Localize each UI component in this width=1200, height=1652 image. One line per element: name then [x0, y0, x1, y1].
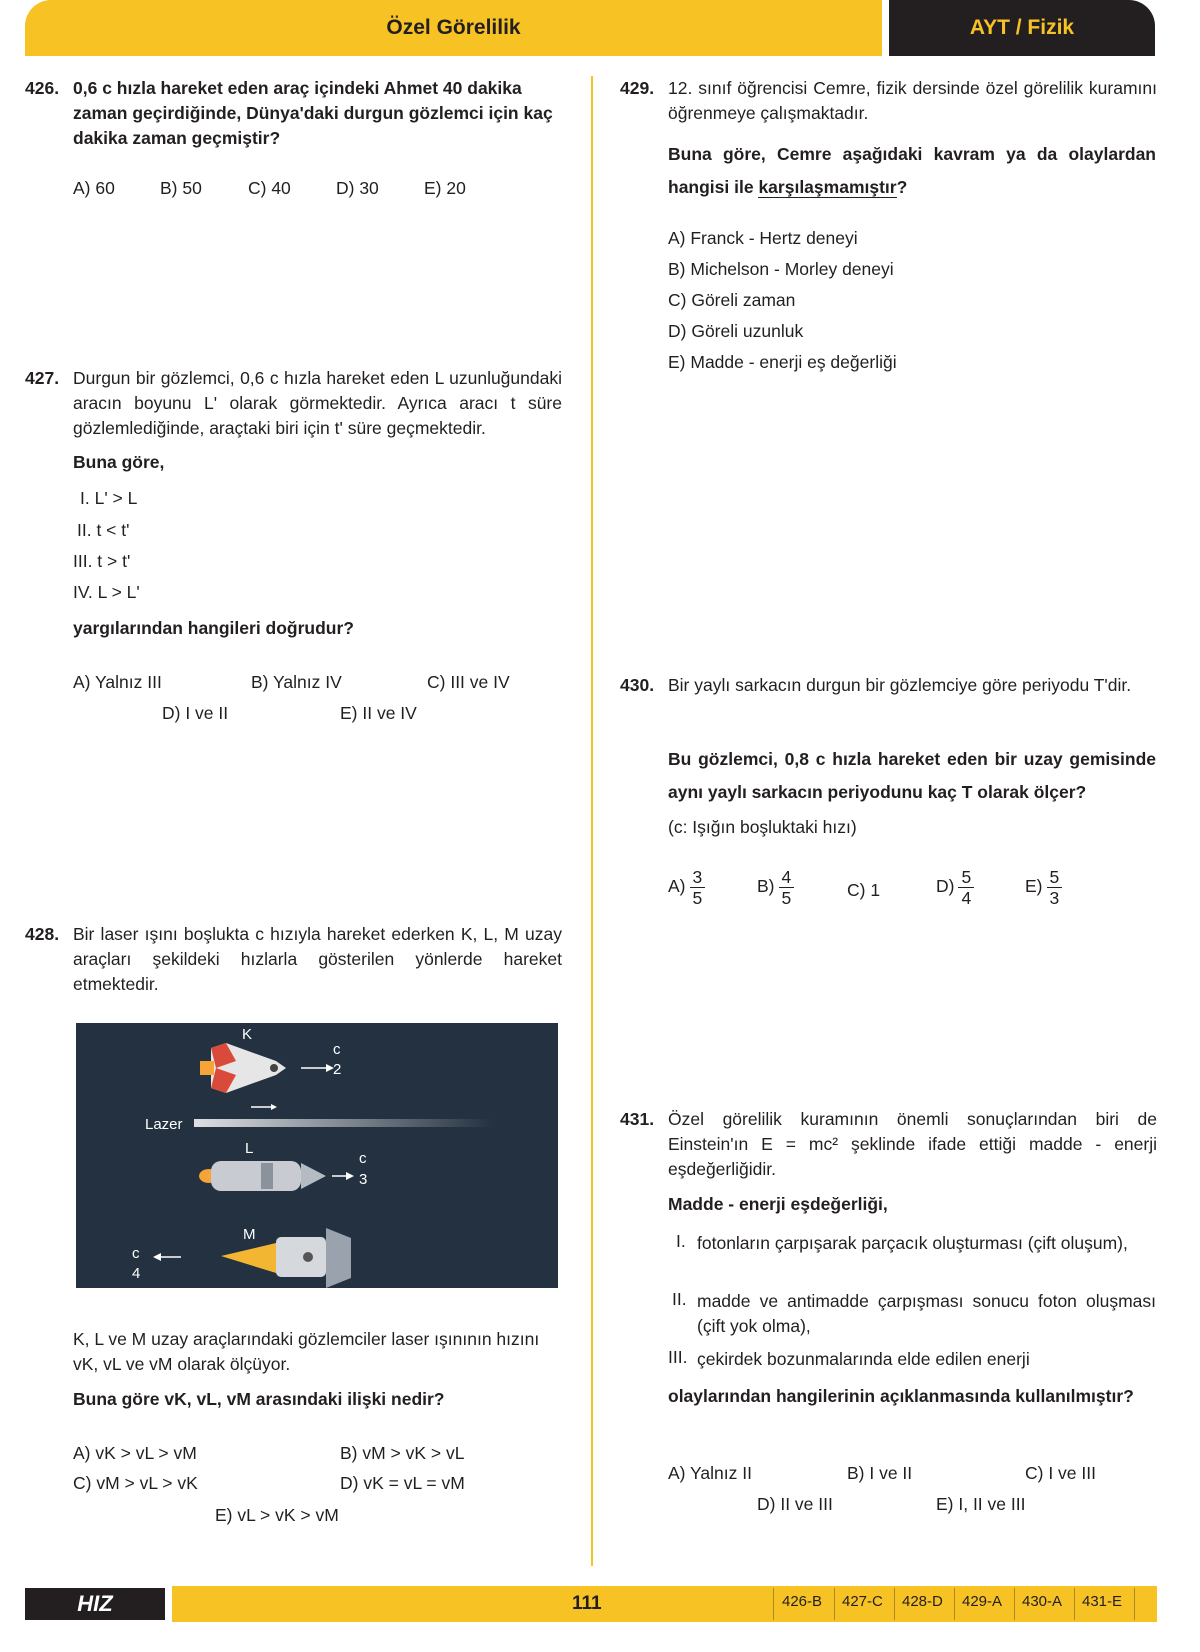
- publisher-logo: HIZ YAYINLARI: [25, 1588, 165, 1620]
- option-b[interactable]: [757, 867, 794, 908]
- option-letter: E): [1025, 876, 1043, 897]
- page-number: 111: [572, 1593, 602, 1614]
- statement-2: II. t < t': [77, 520, 130, 540]
- label-l: L: [245, 1140, 254, 1157]
- question-427: [25, 366, 562, 441]
- option-a[interactable]: A) vK > vL > vM: [73, 1443, 197, 1463]
- option-a[interactable]: A) 60: [73, 178, 115, 198]
- option-c[interactable]: C) III ve IV: [427, 672, 510, 692]
- question-number: 429.: [620, 78, 655, 98]
- answer-separator: [954, 1588, 955, 1620]
- fraction-c-numerator: c: [359, 1150, 367, 1167]
- question-428: [25, 922, 562, 997]
- option-d[interactable]: D) 30: [336, 178, 379, 198]
- question-prompt: olaylarından hangilerinin açıklanmasında kullanılmıştır?: [668, 1386, 1134, 1406]
- option-b[interactable]: B) vM > vK > vL: [340, 1443, 465, 1463]
- fraction-denominator: 5: [781, 888, 792, 908]
- statement-3: çekirdek bozunmalarında elde edilen enerji: [697, 1349, 1030, 1369]
- fraction-denominator: 4: [961, 888, 972, 908]
- answer-separator: [773, 1588, 774, 1620]
- statement-2-numeral: II.: [672, 1289, 687, 1309]
- answer-key-item: 427-C: [842, 1593, 883, 1610]
- question-number: 427.: [25, 368, 60, 388]
- option-a[interactable]: A) Franck - Hertz deneyi: [668, 228, 858, 248]
- question-text: Bir yaylı sarkacın durgun bir gözlemciye göre periyodu T'dir.: [668, 675, 1132, 695]
- question-prompt: yargılarından hangileri doğrudur?: [73, 618, 354, 638]
- answer-separator: [1074, 1588, 1075, 1620]
- statement-3: III. t > t': [73, 551, 131, 571]
- label-m: M: [243, 1226, 256, 1243]
- option-e[interactable]: E) Madde - enerji eş değerliği: [668, 352, 897, 372]
- spaceship-l-icon: [199, 1161, 326, 1191]
- option-a[interactable]: A) Yalnız III: [73, 672, 162, 692]
- option-b[interactable]: B) I ve II: [847, 1463, 913, 1483]
- fraction-numerator: 5: [1047, 867, 1063, 888]
- fraction-denominator: 5: [692, 888, 703, 908]
- fraction-2-denominator: 2: [333, 1061, 342, 1078]
- option-c[interactable]: C) 40: [248, 178, 291, 198]
- option-d[interactable]: D) Göreli uzunluk: [668, 321, 804, 341]
- label-k: K: [242, 1026, 253, 1043]
- answer-key-item: 430-A: [1022, 1593, 1063, 1610]
- option-letter: A): [668, 876, 686, 897]
- question-text: Özel görelilik kuramının önemli sonuçlarından biri de Einstein'ın E = mc² şeklinde ifade ettiği madde - enerji eşdeğerliğidir.: [668, 1109, 1157, 1179]
- statement-1: fotonların çarpışarak parçacık oluşturması (çift oluşum),: [697, 1233, 1128, 1253]
- laser-beam: [194, 1119, 494, 1127]
- option-b[interactable]: B) Yalnız IV: [251, 672, 342, 692]
- option-c[interactable]: C) 1: [847, 880, 881, 900]
- fraction-numerator: 3: [690, 867, 706, 888]
- question-number: 431.: [620, 1109, 655, 1129]
- option-e[interactable]: E) vL > vK > vM: [215, 1505, 339, 1525]
- option-e[interactable]: E) II ve IV: [340, 703, 417, 723]
- header-topic: Özel Görelilik: [386, 16, 521, 39]
- column-divider: [591, 76, 593, 1566]
- question-prompt: Buna göre vK, vL, vM arasındaki ilişki nedir?: [73, 1389, 445, 1409]
- question-text: 12. sınıf öğrencisi Cemre, fizik dersinde özel görelilik kuramını öğrenmeye çalışmaktadır.: [668, 78, 1157, 123]
- statement-3-numeral: III.: [668, 1347, 688, 1367]
- question-text: Bir laser ışını boşlukta c hızıyla hareket ederken K, L, M uzay araçları şekildeki hızlarla gösterilen yönlerde hareket etmektedir.: [73, 924, 562, 994]
- question-text: 0,6 c hızla hareket eden araç içindeki Ahmet 40 dakika zaman geçirdiğinde, Dünya'daki durgun gözlemci için kaç dakika zaman geçmiştir?: [73, 78, 553, 148]
- option-b[interactable]: B) 50: [160, 178, 202, 198]
- statement-1-numeral: I.: [676, 1231, 686, 1251]
- question-431: [620, 1107, 1157, 1182]
- question-number: 430.: [620, 675, 655, 695]
- question-prompt: Bu gözlemci, 0,8 c hızla hareket eden bir uzay gemisinde aynı yaylı sarkacın periyodunu kaç T olarak ölçer?: [668, 749, 1156, 802]
- footer-bar: [172, 1586, 1157, 1622]
- spaceship-k-icon: [200, 1043, 286, 1093]
- fraction-c-numerator: c: [333, 1041, 341, 1058]
- spaceship-m-icon: [221, 1228, 351, 1288]
- answer-key-item: 428-D: [902, 1593, 943, 1610]
- header-course-bar: [889, 0, 1155, 56]
- answer-separator: [834, 1588, 835, 1620]
- question-context: K, L ve M uzay araçlarındaki gözlemciler laser ışınının hızını vK, vL ve vM olarak ölçüyor.: [73, 1329, 540, 1374]
- spaceship-figure: [76, 1023, 558, 1288]
- prompt-emphasis: karşılaşmamıştır: [758, 177, 897, 197]
- fraction-c-numerator: c: [132, 1245, 140, 1262]
- option-c[interactable]: C) Göreli zaman: [668, 290, 796, 310]
- question-prompt: [668, 138, 1156, 204]
- option-b[interactable]: B) Michelson - Morley deneyi: [668, 259, 894, 279]
- question-number: 428.: [25, 924, 60, 944]
- option-d[interactable]: D) I ve II: [162, 703, 229, 723]
- option-a[interactable]: A) Yalnız II: [668, 1463, 752, 1483]
- option-e[interactable]: E) I, II ve III: [936, 1494, 1026, 1514]
- option-c[interactable]: C) vM > vL > vK: [73, 1473, 198, 1493]
- question-lead: Buna göre,: [73, 452, 165, 472]
- question-429: [620, 76, 1157, 126]
- statement-2: madde ve antimadde çarpışması sonucu foton oluşması (çift yok olma),: [697, 1291, 1156, 1336]
- question-note: (c: Işığın boşluktaki hızı): [668, 817, 857, 837]
- fraction-numerator: 4: [779, 867, 795, 888]
- answer-key-item: 431-E: [1082, 1593, 1123, 1610]
- option-d[interactable]: D) II ve III: [757, 1494, 833, 1514]
- answer-separator: [894, 1588, 895, 1620]
- header-topic-bar: [25, 0, 882, 56]
- answer-key-item: 429-A: [962, 1593, 1003, 1610]
- fraction-denominator: 3: [1049, 888, 1060, 908]
- answer-separator: [1134, 1588, 1135, 1620]
- question-426: [25, 76, 562, 151]
- answer-key-item: 426-B: [782, 1593, 823, 1610]
- statement-4: IV. L > L': [73, 582, 140, 602]
- header-course: AYT / Fizik: [969, 16, 1075, 39]
- option-c[interactable]: C) I ve III: [1025, 1463, 1096, 1483]
- question-text: Durgun bir gözlemci, 0,6 c hızla hareket eden L uzunluğundaki aracın boyunu L' olarak görmektedir. Ayrıca aracı t süre gözlemlediğinde, araçtaki biri için t' süre geçmektedir.: [73, 368, 562, 438]
- fraction-numerator: 5: [958, 867, 974, 888]
- answer-separator: [1014, 1588, 1015, 1620]
- option-letter: B): [757, 876, 775, 897]
- question-number: 426.: [25, 78, 60, 98]
- fraction-3-denominator: 3: [359, 1171, 368, 1188]
- question-lead: Madde - enerji eşdeğerliği,: [668, 1194, 888, 1214]
- option-e[interactable]: [1025, 867, 1062, 908]
- prompt-end: ?: [896, 177, 908, 197]
- option-e[interactable]: E) 20: [424, 178, 466, 198]
- option-letter: D): [936, 876, 955, 897]
- option-a[interactable]: [668, 867, 705, 908]
- prompt-part-a: Buna göre, Cemre aşağıdaki kavram ya da olaylardan hangisi ile: [668, 144, 1156, 197]
- option-d[interactable]: [936, 867, 974, 908]
- spaceship-illustration: [76, 1023, 558, 1288]
- fraction-4-denominator: 4: [132, 1265, 141, 1282]
- statement-1: I. L' > L: [80, 488, 138, 508]
- label-laser: Lazer: [145, 1116, 183, 1133]
- option-d[interactable]: D) vK = vL = vM: [340, 1473, 465, 1493]
- question-430: [620, 669, 1157, 702]
